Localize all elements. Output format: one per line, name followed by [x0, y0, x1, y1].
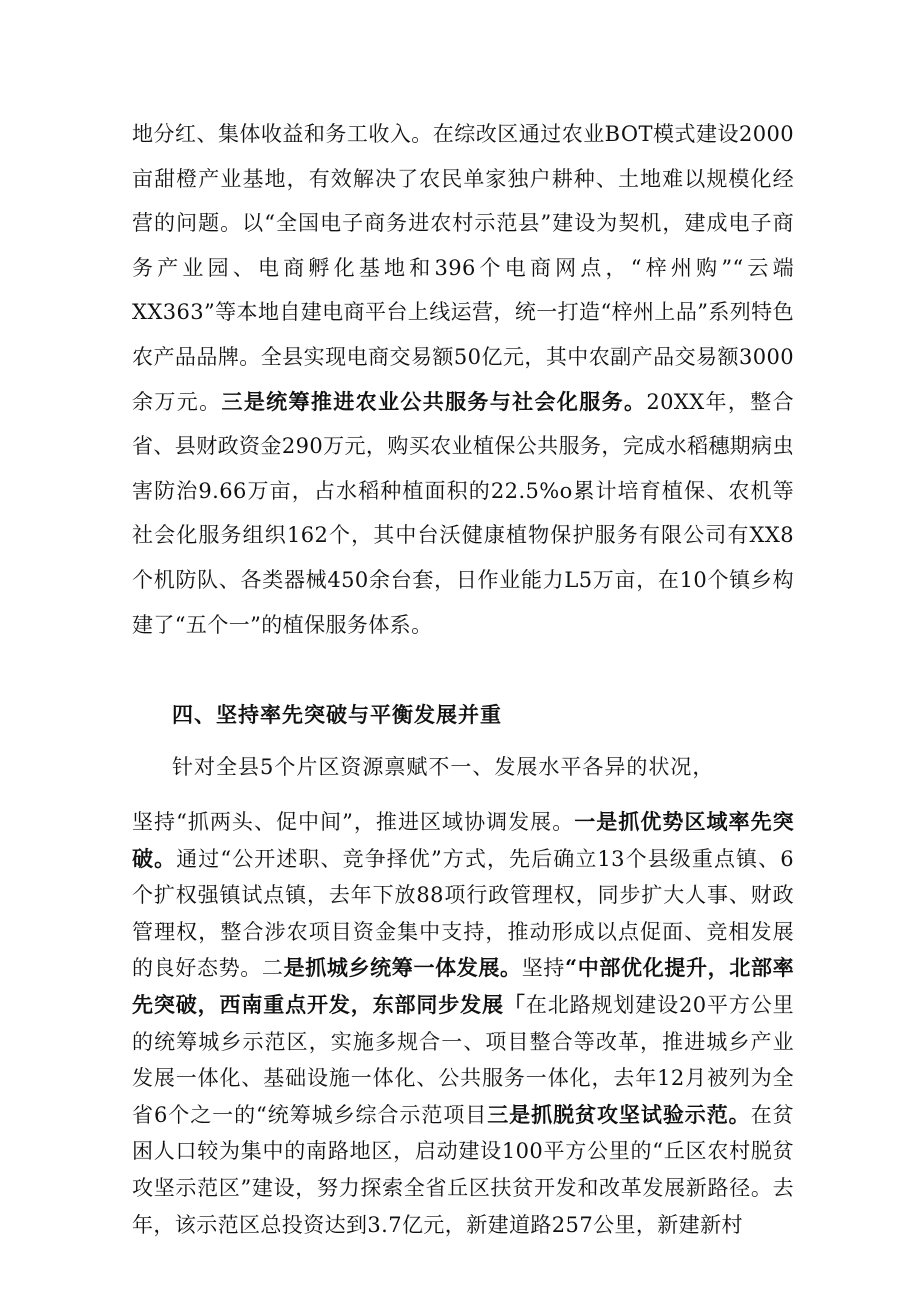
- text-run: 在北路规划建设20平方公里的统筹城乡示范区，实施多规合一、项目整合等改革，推进城乡产业发展一体化、基础设施一体化、公共服务一体化，去年12月被列为全省6个之一的“统筹城乡综合示范项目: [132, 992, 794, 1127]
- bold-run: 三是统筹推进农业公共服务与社会化服务。: [221, 388, 647, 414]
- text-run: 坚持“抓两头、促中间”，推进区域协调发展。: [132, 810, 575, 834]
- paragraph-agri-services: [132, 112, 794, 647]
- lead-sentence: 针对全县5个片区资源禀赋不一、发展水平各异的状况，: [172, 755, 715, 779]
- bold-run: 三是抓脱贫攻坚试验示范。: [487, 1101, 751, 1127]
- text-run: 地分红、集体收益和务工收入。在综改区通过农业BOT模式建设2000亩甜橙产业基地，有效解决了农民单家独户耕种、土地难以规模化经营的问题。以“全国电子商务进农村示范县”建设为契机，建成电子商务产业园、电商孵化基地和396个电商网点，“梓州购”“云端XX363”等本地自建电商平台上线运营，统一打造“梓州上品”系列特色农产品品牌。全县实现电商交易额50亿元，其中农副产品交易额3000余万元。: [132, 122, 794, 414]
- bold-run: 是抓城乡统筹一体发展。: [283, 955, 522, 981]
- bold-run: “中部优化提升，北部率先突破，西南重点开发，东部同步发展「: [132, 955, 795, 1017]
- text-run: 在贫困人口较为集中的南路地区，启动建设100平方公里的“丘区农村脱贫攻坚示范区”建设，努力探索全省丘区扶贫开发和改革发展新路径。去年，该示范区总投资达到3.7亿元，新建道路257公里，新建新村: [132, 1102, 794, 1237]
- bold-run: 一是抓优势区域率先突破。: [132, 809, 795, 871]
- text-run: 20XX年，整合省、县财政资金290万元，购买农业植保公共服务，完成水稻穗期病虫害防治9.66万亩，占水稻种植面积的22.5%o累计培育植保、农机等社会化服务组织162个，其中台沃健康植物保护服务有限公司有XX8个机防队、各类器械450余台套，日作业能力L5万亩，在10个镇乡构建了“五个一”的植保服务体系。: [132, 389, 794, 637]
- text-run: 二: [261, 956, 284, 981]
- text-run: 通过“公开述职、竞争择优”方式，先后确立13个县级重点镇、6个扩权强镇试点镇，去年下放88项行政管理权，同步扩大人事、财政管理权，整合涉农项目资金集中支持，推动形成以点促面、竞相发展的良好态势。: [132, 846, 794, 981]
- paragraph-regional-development: [132, 804, 794, 1243]
- text-run: 坚持: [521, 956, 566, 981]
- section-heading: 四、坚持率先突破与平衡发展并重: [172, 702, 502, 727]
